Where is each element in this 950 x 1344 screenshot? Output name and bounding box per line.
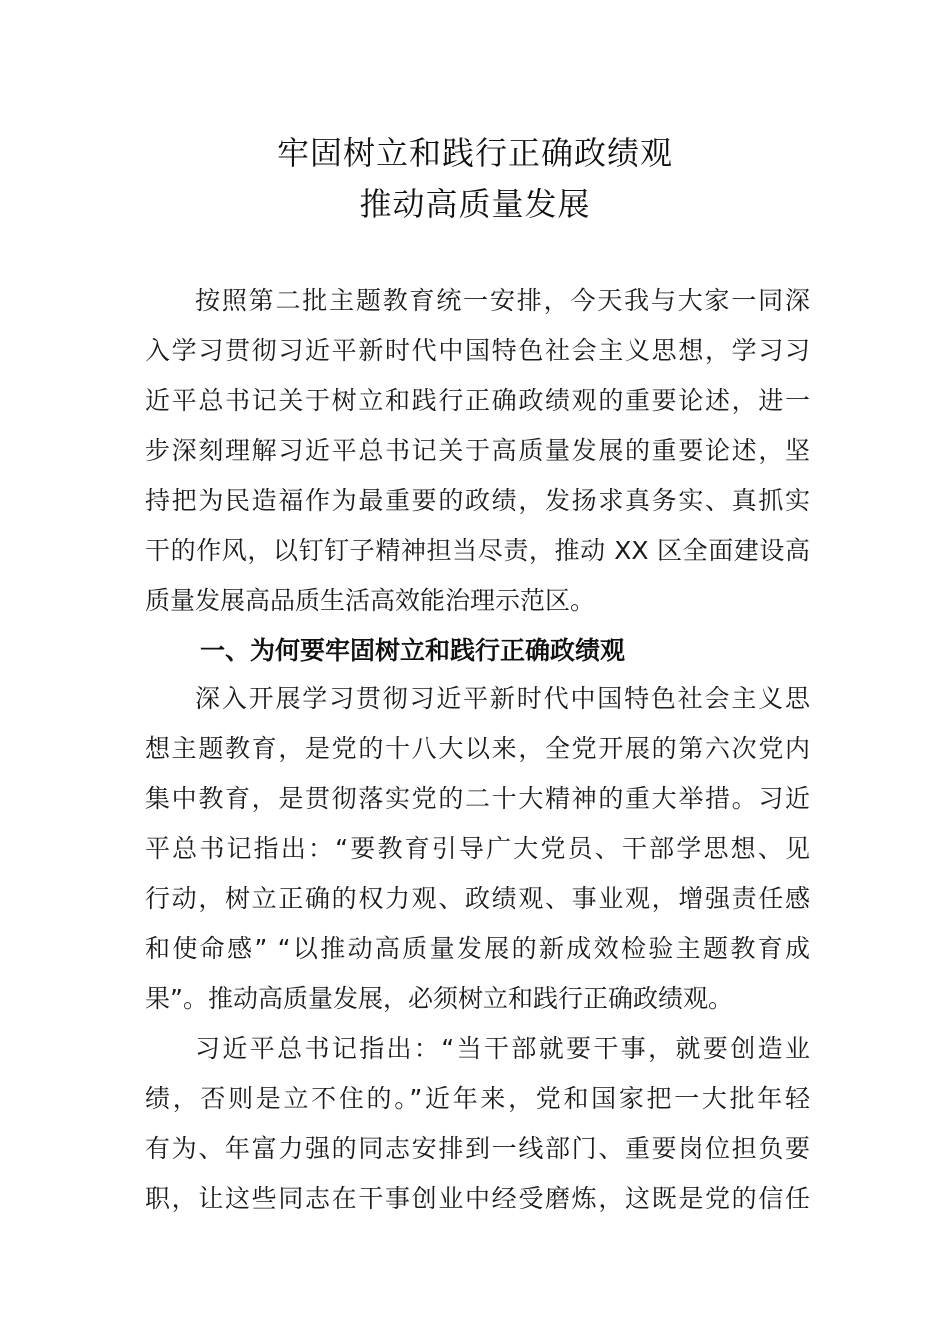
paragraph-line: 集中教育，是贯彻落实党的二十大精神的重大举措。习近 [145, 784, 810, 813]
paragraph-line: 和使命感” “以推动高质量发展的新成效检验主题教育成 [145, 934, 810, 963]
paragraph-line: 想主题教育，是党的十八大以来，全党开展的第六次党内 [145, 734, 810, 763]
paragraph-line: 平总书记指出：“要教育引导广大党员、干部学思想、见 [145, 834, 810, 863]
document-title-line-2: 推动高质量发展 [359, 185, 591, 223]
document-title-line-1: 牢固树立和践行正确政绩观 [276, 134, 673, 172]
paragraph-line: 质量发展高品质生活高效能治理示范区。 [145, 586, 596, 615]
section-heading: 一、为何要牢固树立和践行正确政绩观 [200, 636, 626, 665]
paragraph-line: 深入开展学习贯彻习近平新时代中国特色社会主义思 [195, 684, 810, 713]
paragraph-line: 行动，树立正确的权力观、政绩观、事业观，增强责任感 [145, 884, 810, 913]
paragraph-line: 有为、年富力强的同志安排到一线部门、重要岗位担负要 [145, 1134, 810, 1163]
paragraph-line: 步深刻理解习近平总书记关于高质量发展的重要论述，坚 [145, 436, 810, 465]
paragraph-line: 入学习贯彻习近平新时代中国特色社会主义思想，学习习 [145, 336, 810, 365]
paragraph-line: 近平总书记关于树立和践行正确政绩观的重要论述，进一 [145, 386, 810, 415]
paragraph-line: 果”。推动高质量发展，必须树立和践行正确政绩观。 [145, 984, 733, 1013]
paragraph-line: 按照第二批主题教育统一安排，今天我与大家一同深 [195, 286, 810, 315]
paragraph-line: 职，让这些同志在干事创业中经受磨炼，这既是党的信任 [145, 1184, 810, 1213]
paragraph-line: 绩，否则是立不住的。”近年来，党和国家把一大批年轻 [145, 1084, 810, 1113]
paragraph-line: 干的作风，以钉钉子精神担当尽责，推动 XX 区全面建设高 [145, 536, 810, 565]
paragraph-line: 持把为民造福作为最重要的政绩，发扬求真务实、真抓实 [145, 486, 810, 515]
paragraph-line: 习近平总书记指出：“当干部就要干事，就要创造业 [195, 1034, 810, 1063]
